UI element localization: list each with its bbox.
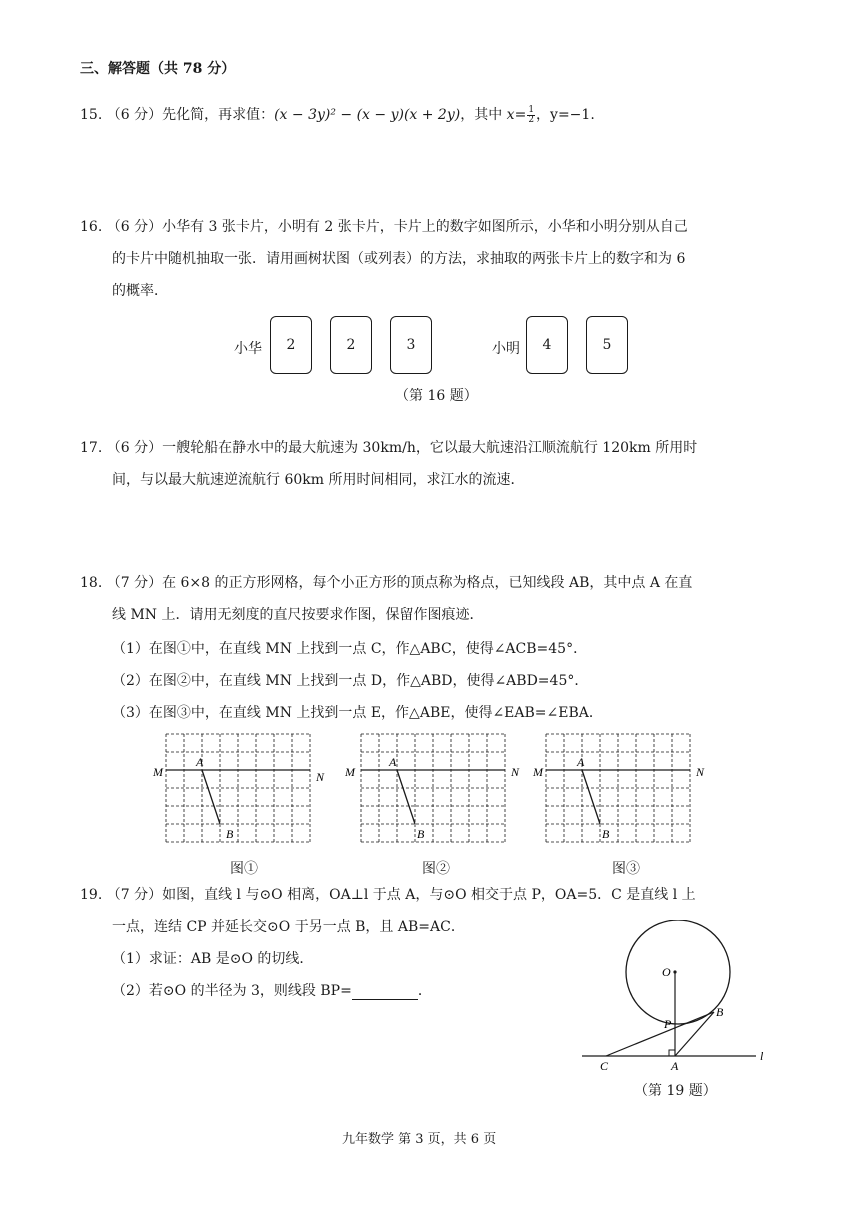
sub-question-text: （2）若⊙O 的半径为 3，则线段 BP= — [112, 983, 352, 999]
card-xiaohua-3: 3 — [390, 316, 432, 374]
question-number: 15. — [80, 107, 103, 123]
label-n: N — [511, 765, 520, 779]
question-number: 18. — [80, 575, 103, 591]
question-text: 先化简，再求值： — [162, 107, 275, 123]
segment-ab — [582, 770, 600, 824]
segment-ab — [397, 770, 415, 824]
grid-figure-3 — [530, 728, 710, 878]
math-expression: (x − 3y)² − (x − y)(x + 2y) — [274, 107, 461, 123]
question-19-sub-2 — [112, 980, 432, 1000]
circle-o — [626, 920, 730, 1024]
label-b: B — [602, 827, 610, 841]
label-c: C — [600, 1059, 609, 1073]
label-n: N — [696, 765, 705, 779]
question-text: 如图，直线 l 与⊙O 相离，OA⊥l 于点 A，与⊙O 相交于点 P，OA=5．C 是直线 l 上 — [162, 887, 696, 903]
question-18-sub-1: （1）在图①中，在直线 MN 上找到一点 C，作△ABC，使得∠ACB=45°． — [112, 641, 588, 657]
label-l: l — [760, 1049, 764, 1063]
question-number: 16. — [80, 219, 103, 235]
page-footer: 九年数学 第 3 页，共 6 页 — [342, 1132, 497, 1147]
question-18-line-1 — [80, 572, 692, 592]
variable-x: x — [506, 107, 515, 123]
card-xiaoming-2: 5 — [586, 316, 628, 374]
figure-caption-3: 图③ — [612, 861, 640, 877]
question-text: 在 6×8 的正方形网格，每个小正方形的顶点称为格点，已知线段 AB，其中点 A 在直 — [162, 575, 693, 591]
question-score: （6 分） — [106, 219, 163, 235]
point-o — [673, 970, 676, 973]
label-n: N — [316, 770, 325, 784]
grid-figure-1 — [150, 728, 330, 878]
label-m: M — [153, 765, 163, 779]
card-xiaohua-2: 2 — [330, 316, 372, 374]
label-b: B — [226, 827, 234, 841]
label-b: B — [716, 1005, 724, 1019]
right-angle-mark — [669, 1050, 675, 1056]
grid-figure-2 — [345, 728, 525, 878]
segment-ab — [675, 1012, 714, 1056]
card-xiaohua-1: 2 — [270, 316, 312, 374]
figure-caption: （第 16 题） — [395, 388, 478, 404]
question-16-line-2: 的卡片中随机抽取一张．请用画树状图（或列表）的方法，求抽取的两张卡片上的数字和为 6 — [112, 251, 686, 267]
question-score: （7 分） — [106, 887, 163, 903]
label-o: O — [662, 965, 671, 979]
label-a: A — [577, 755, 585, 769]
question-15 — [80, 104, 595, 125]
label-a: A — [196, 755, 204, 769]
fraction-denominator: 2 — [528, 114, 535, 125]
question-17-line-1 — [80, 437, 697, 457]
question-16-line-3: 的概率． — [112, 283, 168, 299]
fraction-numerator: 1 — [528, 104, 535, 115]
question-text: 一艘轮船在静水中的最大航速为 30km/h，它以最大航速沿江顺流航行 120km 所用时 — [162, 440, 698, 456]
card-xiaoming-1: 4 — [526, 316, 568, 374]
question-number: 19. — [80, 887, 103, 903]
question-text: ，其中 — [460, 107, 507, 123]
label-a: A — [671, 1059, 679, 1073]
question-number: 17. — [80, 440, 103, 456]
label-m: M — [533, 765, 543, 779]
question-score: （6 分） — [106, 440, 163, 456]
question-18-sub-3: （3）在图③中，在直线 MN 上找到一点 E，作△ABE，使得∠EAB=∠EBA． — [112, 705, 603, 721]
question-score: （6 分） — [106, 107, 163, 123]
equals-sign: = — [514, 107, 527, 123]
xiaoming-label: 小明 — [492, 341, 520, 357]
label-p: P — [664, 1017, 672, 1031]
question-19-line-2: 一点，连结 CP 并延长交⊙O 于另一点 B，且 AB=AC． — [112, 919, 465, 935]
section-title: 三、解答题（共 78 分） — [80, 61, 236, 77]
fraction — [527, 106, 535, 125]
label-m: M — [345, 765, 355, 779]
question-19-line-1 — [80, 884, 696, 904]
xiaohua-label: 小华 — [234, 341, 262, 357]
answer-blank[interactable] — [352, 985, 418, 1000]
sub-question-end: ． — [417, 983, 432, 999]
circle-figure — [578, 920, 778, 1080]
question-17-line-2: 间，与以最大航速逆流航行 60km 所用时间相同，求江水的流速． — [112, 472, 525, 488]
label-a: A — [389, 755, 397, 769]
figure-caption-1: 图① — [230, 861, 258, 877]
figure-caption-19: （第 19 题） — [634, 1083, 717, 1099]
figure-caption-2: 图② — [422, 861, 450, 877]
segment-ab — [202, 770, 220, 824]
question-18-sub-2: （2）在图②中，在直线 MN 上找到一点 D，作△ABD，使得∠ABD=45°． — [112, 673, 589, 689]
question-19-sub-1: （1）求证：AB 是⊙O 的切线． — [112, 951, 314, 967]
question-16-line-1 — [80, 216, 688, 236]
question-18-line-2: 线 MN 上．请用无刻度的直尺按要求作图，保留作图痕迹． — [112, 607, 484, 623]
segment-cb — [606, 1012, 714, 1056]
question-score: （7 分） — [106, 575, 163, 591]
label-b: B — [417, 827, 425, 841]
question-text: 小华有 3 张卡片，小明有 2 张卡片，卡片上的数字如图所示，小华和小明分别从自己 — [162, 219, 688, 235]
y-value: ，y=−1. — [536, 107, 595, 123]
